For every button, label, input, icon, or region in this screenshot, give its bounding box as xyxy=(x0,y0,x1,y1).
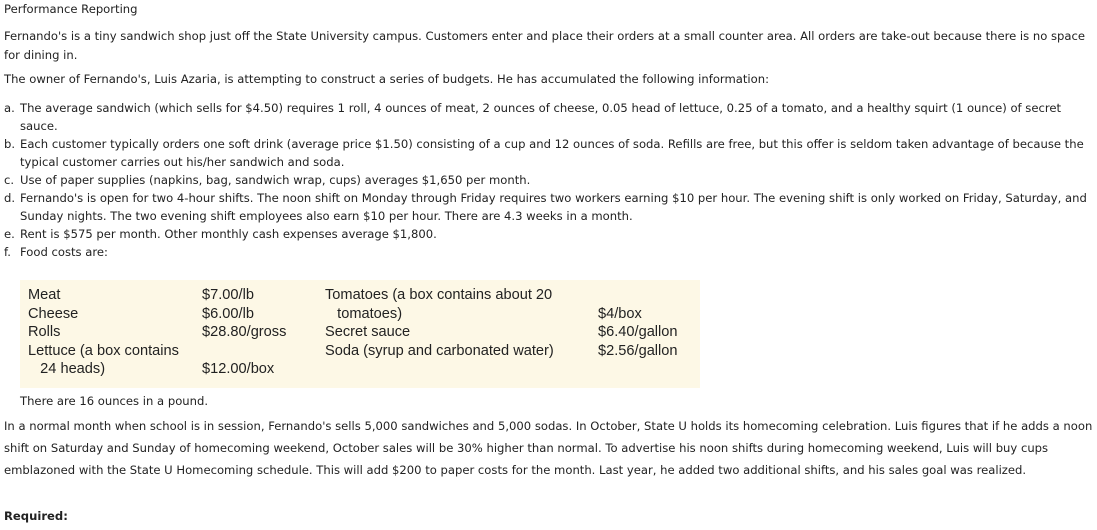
owner-paragraph: The owner of Fernando's, Luis Azaria, is attempting to construct a series of budgets. He has accumulated the following information: xyxy=(4,72,769,86)
table-cell: Secret sauce xyxy=(325,324,411,340)
food-costs-table xyxy=(20,280,700,388)
table-cell: Cheese xyxy=(28,305,79,322)
list-marker: c. xyxy=(4,173,15,187)
list-text: Use of paper supplies (napkins, bag, sandwich wrap, cups) averages $1,650 per month. xyxy=(20,173,531,187)
table-cell: $6.40/gallon xyxy=(598,324,678,340)
table-cell: Lettuce (a box contains xyxy=(28,342,179,359)
list-marker: b. xyxy=(4,137,16,151)
table-cell: Rolls xyxy=(28,324,61,340)
table-cell: tomatoes) xyxy=(325,305,403,322)
table-cell: $12.00/box xyxy=(202,361,275,377)
table-cell: 24 heads) xyxy=(28,361,106,377)
required-heading: Required: xyxy=(4,509,68,523)
list-marker: e. xyxy=(4,227,15,241)
list-text: Each customer typically orders one soft drink (average price $1.50) consisting of a cup and 12 ounces of soda. Refills are free, but this offer is seldom taken advantage of because the typical customer carries out his/her sandwich and soda. xyxy=(20,137,1084,169)
list-text: Rent is $575 per month. Other monthly cash expenses average $1,800. xyxy=(20,227,437,241)
list-text: Fernando's is open for two 4-hour shifts. The noon shift on Monday through Friday requires two workers earning $10 per hour. The evening shift is only worked on Friday, Saturday, and Sunday nights. The two evening shift employees also earn $10 per hour. There are 4.3 weeks in a month. xyxy=(20,191,1087,223)
price-column-2 xyxy=(598,286,678,360)
ingredient-column-2 xyxy=(325,286,554,360)
table-cell xyxy=(598,286,678,305)
table-cell: $2.56/gallon xyxy=(598,342,678,359)
list-text: Food costs are: xyxy=(20,245,108,259)
list-item xyxy=(4,243,1089,261)
ingredient-column-1 xyxy=(28,286,179,379)
table-cell: Tomatoes (a box contains about 20 xyxy=(325,287,553,303)
note: There are 16 ounces in a pound. xyxy=(20,394,209,408)
list-marker: d. xyxy=(4,191,16,205)
intro-paragraph: Fernando's is a tiny sandwich shop just off the State University campus. Customers enter and place their orders at a small counter area. All orders are take-out because there is no space for dining in. xyxy=(4,29,1086,62)
price-column-1 xyxy=(202,286,286,379)
table-cell: Meat xyxy=(28,287,61,303)
table-cell: $6.00/lb xyxy=(202,305,254,322)
list-item xyxy=(4,99,1089,135)
list-marker: f. xyxy=(4,245,11,259)
list-text: The average sandwich (which sells for $4.50) requires 1 roll, 4 ounces of meat, 2 ounces of cheese, 0.05 head of lettuce, 0.25 of a tomato, and a healthy squirt (1 ounce) of secret sauce. xyxy=(20,101,1062,133)
table-cell: Soda (syrup and carbonated water) xyxy=(325,342,554,359)
list-item xyxy=(4,189,1089,225)
list-item xyxy=(4,171,1089,189)
page-title: Performance Reporting xyxy=(4,2,138,16)
info-list xyxy=(4,99,1089,261)
list-marker: a. xyxy=(4,101,15,115)
table-cell: $4/box xyxy=(598,305,642,322)
scenario-paragraph: In a normal month when school is in session, Fernando's sells 5,000 sandwiches and 5,000 sodas. In October, State U holds its homecoming celebration. Luis figures that if he adds a noon shift on Saturday and Sunday of homecoming weekend, October sales will be 30% higher than normal. To advertise his noon shifts during homecoming weekend, Luis will buy cups emblazoned with the State U Homecoming schedule. This will add $200 to paper costs for the month. Last year, he added two additional shifts, and his sales goal was realized. xyxy=(4,419,1093,477)
table-cell: $7.00/lb xyxy=(202,287,254,303)
list-item xyxy=(4,225,1089,243)
list-item xyxy=(4,135,1089,171)
table-cell xyxy=(202,342,286,361)
table-cell: $28.80/gross xyxy=(202,324,287,340)
